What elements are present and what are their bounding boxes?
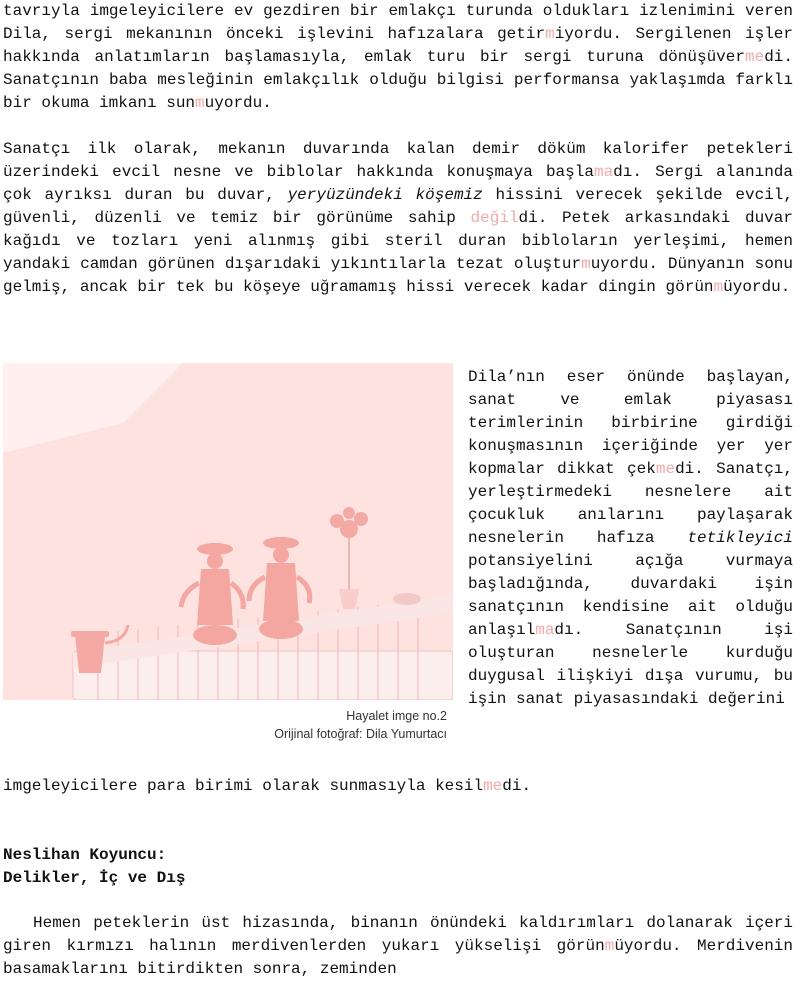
text-fragment: di. Sanatçının baba mesleğinin emlakçılık olduğu bilgisi performansa yaklaşımda farklı bir okuma imkanı sun [3, 48, 793, 112]
ghost-text-fragment: m [545, 25, 555, 43]
text-fragment: uyordu. Dünyanın sonu gelmiş, ancak bir tek bu köşeye uğramamış hissi verecek kadar dingin görün [3, 255, 793, 296]
section-author: Neslihan Koyuncu: [3, 846, 167, 864]
ghost-text-fragment: me [744, 48, 765, 66]
text-fragment: imgeleyicilere para birimi olarak sunmasıyla kesil [3, 777, 484, 795]
paragraph-dila-konusmasi-tail [3, 775, 793, 798]
ghost-text-fragment: m [581, 255, 591, 273]
figure-caption [240, 707, 447, 743]
text-fragment: di. [502, 777, 532, 795]
text-fragment: Hemen peteklerin üst hizasında, binanın önündeki kaldırımları dolanarak içeri giren kırmızı halının merdivenlerden yukarı yükselişi görün [3, 914, 793, 955]
radiator-still-life-illustration [3, 363, 453, 700]
ghost-text-fragment: me [483, 777, 503, 795]
text-fragment: uyordu. [204, 94, 272, 112]
ghost-text-fragment: ma [593, 163, 614, 181]
ghost-image-photo [3, 363, 453, 700]
section-title: Delikler, İç ve Dış [3, 869, 186, 887]
ghost-text-fragment: m [195, 94, 205, 112]
ghost-text-fragment: me [655, 460, 676, 478]
text-fragment: di. Sanatçı, yerleştirmedeki nesnelere ait çocukluk anılarını paylaşarak nesnelerin hafıza [468, 460, 793, 547]
text-fragment: Sanatçı ilk olarak, mekanın duvarında kalan demir döküm kalorifer petekleri üzerindeki evcil nesne ve biblolar hakkında konuşmaya başla [3, 140, 793, 181]
text-fragment: Dila’nın eser önünde başlayan, sanat ve emlak piyasası terimlerinin birbirine girdiği konuşmasının içeriğinde yer yer kopmalar dikkat çek [468, 368, 793, 478]
caption-credit: Orijinal fotoğraf: Dila Yumurtacı [274, 727, 447, 741]
text-fragment: di. Petek arkasındaki duvar kağıdı ve tozları yeni alınmış gibi steril duran bibloların yerleşimi, hemen yandaki camdan görünen dışarıdaki yıkıntılarla tezat oluştur [3, 209, 793, 273]
text-fragment: tetikleyici [687, 529, 793, 547]
ghost-text-fragment: m [604, 937, 615, 955]
text-fragment: dı. Sergi alanında çok ayrıksı duran bu duvar, [3, 163, 793, 204]
text-fragment: iyordu. Sergilenen işler hakkında anlatımların başlamasıyla, emlak turu bir sergi turuna dönüşüver [3, 25, 794, 66]
ghost-text-fragment: değil [470, 209, 519, 227]
paragraph-kalorifer-petekleri [3, 138, 793, 299]
text-fragment: üyordu. Merdivenin basamaklarını bitirdikten sonra, zeminden [3, 937, 794, 978]
paragraph-kirmizi-hali [3, 912, 793, 981]
paragraph-emlak-turu [3, 0, 793, 115]
text-fragment: tavrıyla imgeleyicilere ev gezdiren bir emlakçı turunda oldukları izlenimini veren Dila, sergi mekanının önceki işlevini hafızalara getir [3, 2, 793, 43]
small-bowl [393, 593, 421, 605]
ghost-text-fragment: m [713, 278, 724, 296]
text-fragment: hissini verecek şekilde evcil, güvenli, düzenli ve temiz bir görünüme sahip [3, 186, 794, 227]
text-fragment: potansiyelini açığa vurmaya başladığında, duvardaki işin sanatçının kendisine ait olduğu anlaşıl [468, 552, 793, 639]
text-fragment: üyordu. [723, 278, 791, 296]
ghost-text-fragment: ma [535, 621, 555, 639]
text-fragment: yeryüzündeki köşemiz [287, 186, 483, 204]
paragraph-dila-konusmasi [468, 366, 793, 711]
text-fragment: dı. Sanatçının işi oluşturan nesnelerle kurduğu duygusal ilişkiyi dışa vurumu, bu işin sanat piyasasındaki değerini [468, 621, 793, 708]
caption-title: Hayalet imge no.2 [346, 709, 447, 723]
